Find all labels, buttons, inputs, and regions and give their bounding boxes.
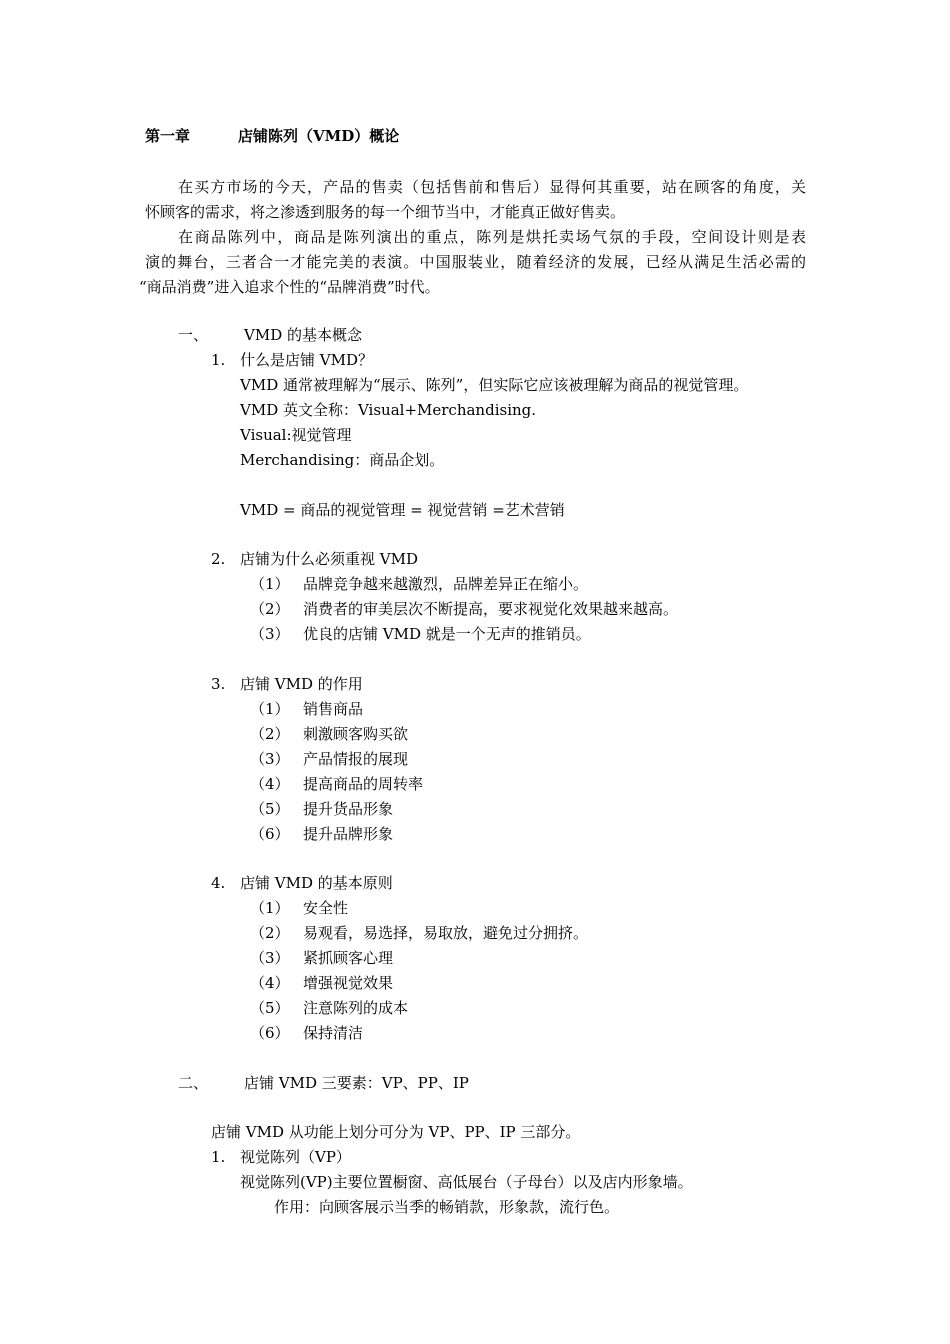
sub-text: 提升品牌形象 bbox=[303, 825, 394, 843]
chapter-number: 第一章 bbox=[145, 127, 191, 145]
section2-title: 店铺 VMD 三要素：VP、PP、IP bbox=[244, 1074, 469, 1092]
item2-title: 店铺为什么必须重视 VMD bbox=[240, 550, 418, 568]
sub-number: （1） bbox=[250, 575, 290, 593]
sub-number: （4） bbox=[250, 775, 290, 793]
sub-number: （6） bbox=[250, 825, 290, 843]
sub-text: 安全性 bbox=[303, 899, 349, 917]
item3-number: 3. bbox=[211, 675, 226, 693]
item4-number: 4. bbox=[211, 874, 226, 892]
sub-text: 品牌竞争越来越激烈，品牌差异正在缩小。 bbox=[303, 575, 589, 593]
item1-line: VMD 通常被理解为“展示、陈列”，但实际它应该被理解为商品的视觉管理。 bbox=[240, 376, 749, 394]
sub-number: （5） bbox=[250, 800, 290, 818]
section2-item1-line: 视觉陈列(VP)主要位置橱窗、高低展台（子母台）以及店内形象墙。 bbox=[240, 1173, 693, 1191]
sub-text: 注意陈列的成本 bbox=[303, 999, 409, 1017]
sub-number: （1） bbox=[250, 700, 290, 718]
sub-text: 销售商品 bbox=[303, 700, 364, 718]
sub-number: （4） bbox=[250, 974, 290, 992]
intro-p2-line1: 在商品陈列中，商品是陈列演出的重点，陈列是烘托卖场气氛的手段，空间设计则是表 bbox=[178, 228, 806, 246]
sub-text: 易观看，易选择，易取放，避免过分拥挤。 bbox=[303, 924, 589, 942]
item1-title: 什么是店铺 VMD？ bbox=[240, 351, 373, 369]
section2-item1-number: 1. bbox=[211, 1148, 226, 1166]
sub-number: （3） bbox=[250, 949, 290, 967]
sub-number: （3） bbox=[250, 625, 290, 643]
sub-text: 产品情报的展现 bbox=[303, 750, 409, 768]
section1-title: VMD 的基本概念 bbox=[244, 326, 362, 344]
intro-p1-line2: 怀顾客的需求，将之渗透到服务的每一个细节当中，才能真正做好售卖。 bbox=[145, 203, 626, 221]
intro-p1-line1: 在买方市场的今天，产品的售卖（包括售前和售后）显得何其重要，站在顾客的角度，关 bbox=[178, 178, 806, 196]
section2-item1-title: 视觉陈列（VP） bbox=[240, 1148, 351, 1166]
section2-intro: 店铺 VMD 从功能上划分可分为 VP、PP、IP 三部分。 bbox=[211, 1123, 581, 1141]
item1-formula: VMD = 商品的视觉管理 = 视觉营销 =艺术营销 bbox=[240, 501, 565, 519]
intro-p2-line2: 演的舞台，三者合一才能完美的表演。中国服装业，随着经济的发展，已经从满足生活必需的 bbox=[145, 253, 806, 271]
sub-number: （5） bbox=[250, 999, 290, 1017]
item1-line: Merchandising：商品企划。 bbox=[240, 451, 445, 469]
sub-number: （2） bbox=[250, 600, 290, 618]
sub-text: 紧抓顾客心理 bbox=[303, 949, 394, 967]
section2-marker: 二、 bbox=[178, 1074, 209, 1092]
item3-title: 店铺 VMD 的作用 bbox=[240, 675, 363, 693]
sub-text: 消费者的审美层次不断提高，要求视觉化效果越来越高。 bbox=[303, 600, 679, 618]
sub-text: 增强视觉效果 bbox=[303, 974, 394, 992]
item2-number: 2. bbox=[211, 550, 226, 568]
sub-text: 刺激顾客购买欲 bbox=[303, 725, 409, 743]
sub-number: （2） bbox=[250, 924, 290, 942]
sub-number: （1） bbox=[250, 899, 290, 917]
sub-text: 优良的店铺 VMD 就是一个无声的推销员。 bbox=[303, 625, 591, 643]
sub-text: 提高商品的周转率 bbox=[303, 775, 424, 793]
item1-line: VMD 英文全称：Visual+Merchandising. bbox=[240, 401, 537, 419]
item1-number: 1. bbox=[211, 351, 226, 369]
sub-number: （6） bbox=[250, 1024, 290, 1042]
sub-text: 提升货品形象 bbox=[303, 800, 394, 818]
intro-p2-line3: “商品消费”进入追求个性的“品牌消费”时代。 bbox=[139, 278, 440, 296]
sub-number: （3） bbox=[250, 750, 290, 768]
sub-text: 保持清洁 bbox=[303, 1024, 364, 1042]
chapter-title: 店铺陈列（VMD）概论 bbox=[238, 127, 400, 145]
item4-title: 店铺 VMD 的基本原则 bbox=[240, 874, 393, 892]
section2-item1-line: 作用：向顾客展示当季的畅销款，形象款，流行色。 bbox=[274, 1198, 620, 1216]
sub-number: （2） bbox=[250, 725, 290, 743]
section1-marker: 一、 bbox=[178, 326, 209, 344]
item1-line: Visual:视觉管理 bbox=[240, 426, 352, 444]
